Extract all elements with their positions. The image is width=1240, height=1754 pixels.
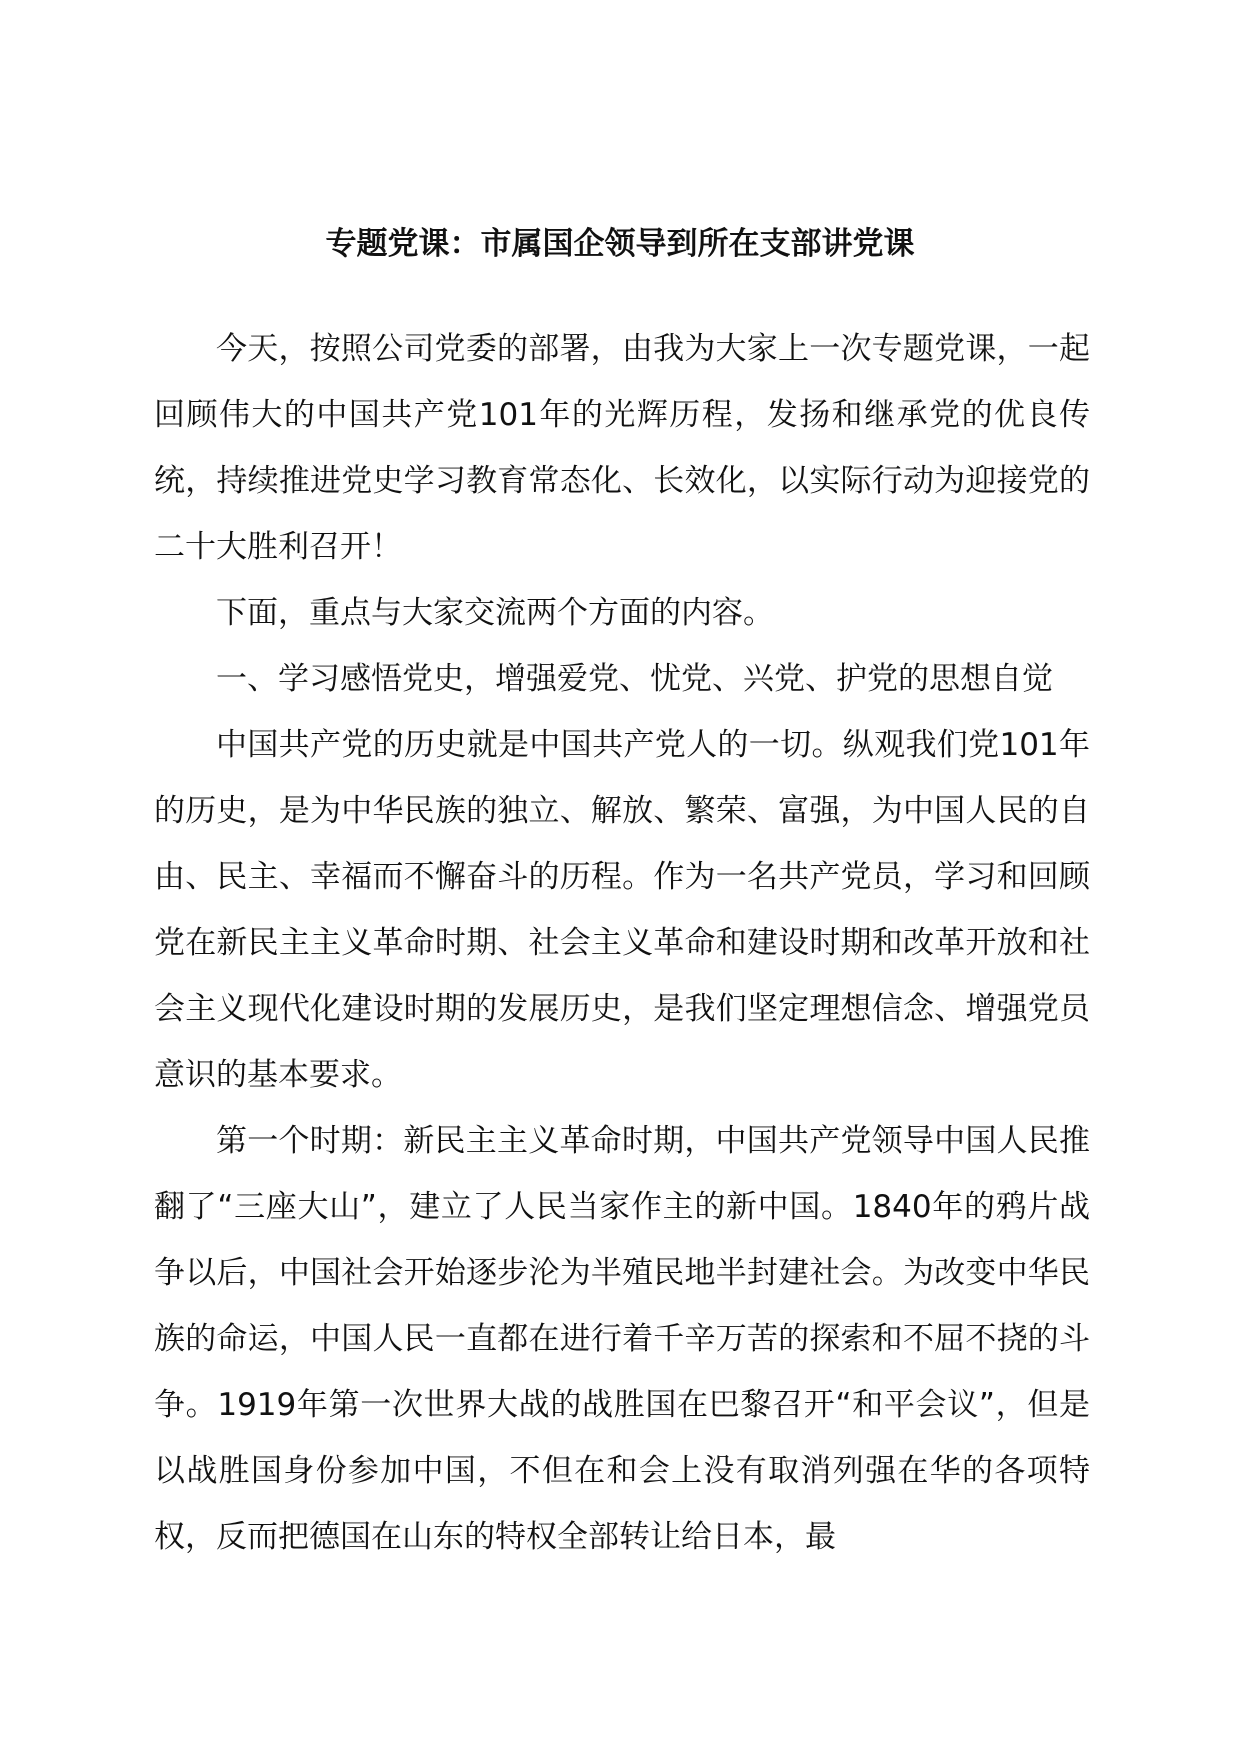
paragraph-first-period: 第一个时期：新民主主义革命时期，中国共产党领导中国人民推翻了“三座大山”，建立了人民当家作主的新中国。1840年的鸦片战争以后，中国社会开始逐步沦为半殖民地半封建社会。为改变中华民族的命运，中国人民一直都在进行着千辛万苦的探索和不屈不挠的斗争。1919年第一次世界大战的战胜国在巴黎召开“和平会议”，但是以战胜国身份参加中国，不但在和会上没有取消列强在华的各项特权，反而把德国在山东的特权全部转让给日本，最 [154,1123,1090,1555]
section-heading-1: 一、学习感悟党史，增强爱党、忧党、兴党、护党的思想自觉 [216,661,1053,697]
paragraph-overview: 下面，重点与大家交流两个方面的内容。 [216,595,774,631]
paragraph-party-history: 中国共产党的历史就是中国共产党人的一切。纵观我们党101年的历史，是为中华民族的独立、解放、繁荣、富强，为中国人民的自由、民主、幸福而不懈奋斗的历程。作为一名共产党员，学习和回顾党在新民主主义革命时期、社会主义革命和建设时期和改革开放和社会主义现代化建设时期的发展历史，是我们坚定理想信念、增强党员意识的基本要求。 [154,727,1090,1093]
document-title: 专题党课：市属国企领导到所在支部讲党课 [325,226,915,262]
paragraph-intro: 今天，按照公司党委的部署，由我为大家上一次专题党课，一起回顾伟大的中国共产党101年的光辉历程，发扬和继承党的优良传统，持续推进党史学习教育常态化、长效化，以实际行动为迎接党的二十大胜利召开！ [154,331,1090,565]
document-body [154,316,1090,1570]
